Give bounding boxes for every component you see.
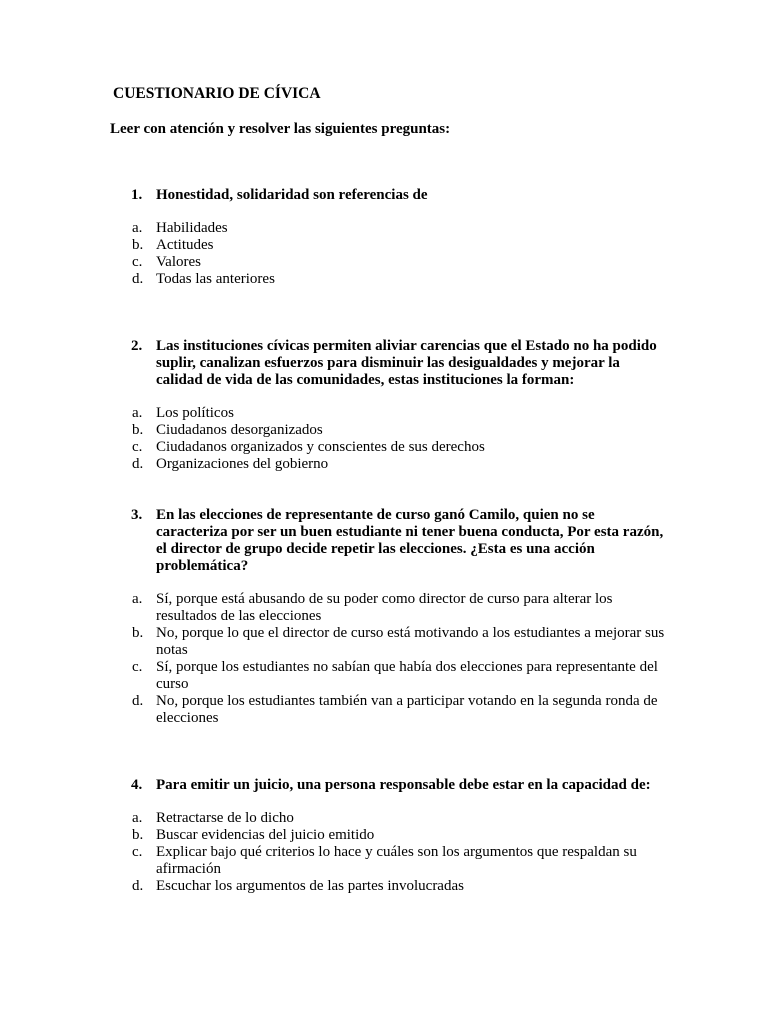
option-letter: a. [132,220,143,236]
option-text: Los políticos [156,405,234,421]
option-text: Sí, porque los estudiantes no sabían que había dos elecciones para representante del curso [156,659,658,692]
question-4 [0,777,768,895]
option-letter: a. [132,405,143,421]
option-c [0,844,768,878]
option-letter: b. [132,625,144,641]
option-list [0,405,768,473]
option-a [0,810,768,827]
option-letter: c. [132,439,143,455]
option-list [0,220,768,288]
option-text: No, porque lo que el director de curso está motivando a los estudiantes a mejorar sus notas [156,625,665,658]
option-d [0,693,768,727]
option-text: Ciudadanos organizados y conscientes de sus derechos [156,439,485,455]
option-letter: d. [132,693,144,709]
option-letter: c. [132,844,143,860]
question-number: 1. [131,187,143,203]
option-text: Sí, porque está abusando de su poder como director de curso para alterar los resultados de las elecciones [156,591,613,624]
option-text: Ciudadanos desorganizados [156,422,323,438]
option-b [0,625,768,659]
option-list [0,810,768,895]
option-text: Organizaciones del gobierno [156,456,329,472]
option-letter: b. [132,422,144,438]
option-text: Retractarse de lo dicho [156,810,294,826]
option-b [0,827,768,844]
question-number: 4. [131,777,143,793]
option-a [0,220,768,237]
instructions: Leer con atención y resolver las siguientes preguntas: [110,121,451,137]
option-letter: c. [132,659,143,675]
option-text: Habilidades [156,220,228,236]
option-letter: d. [132,878,144,894]
option-d [0,456,768,473]
question-3 [0,507,768,727]
question-text: Las instituciones cívicas permiten aliviar carencias que el Estado no ha podido suplir, canalizan esfuerzos para disminuir las desigualdades y mejorar la calidad de vida de las comunidades, estas instituciones la forman: [156,338,657,388]
option-letter: b. [132,827,144,843]
option-b [0,422,768,439]
option-c [0,659,768,693]
option-text: Valores [156,254,201,270]
question-1 [0,187,768,288]
question-2 [0,338,768,473]
option-text: Escuchar los argumentos de las partes involucradas [156,878,464,894]
question-number: 2. [131,338,143,354]
option-letter: c. [132,254,143,270]
question-number: 3. [131,507,143,523]
option-c [0,439,768,456]
option-letter: b. [132,237,144,253]
option-b [0,237,768,254]
option-text: Buscar evidencias del juicio emitido [156,827,375,843]
option-text: Todas las anteriores [156,271,275,287]
option-text: Actitudes [156,237,214,253]
question-text: En las elecciones de representante de curso ganó Camilo, quien no se caracteriza por ser un buen estudiante ni tener buena conducta, Por esta razón, el director de grupo decide repetir las elecciones. ¿Esta es una acción problemática? [156,507,664,574]
option-text: Explicar bajo qué criterios lo hace y cuáles son los argumentos que respaldan su afirmación [156,844,637,877]
option-letter: a. [132,591,143,607]
option-text: No, porque los estudiantes también van a participar votando en la segunda ronda de elecciones [156,693,658,726]
option-c [0,254,768,271]
question-text: Para emitir un juicio, una persona responsable debe estar en la capacidad de: [156,777,651,793]
option-letter: d. [132,271,144,287]
option-a [0,591,768,625]
option-list [0,591,768,727]
question-text: Honestidad, solidaridad son referencias de [156,187,428,203]
option-letter: a. [132,810,143,826]
option-d [0,271,768,288]
document-title: CUESTIONARIO DE CÍVICA [113,85,321,102]
option-a [0,405,768,422]
option-d [0,878,768,895]
option-letter: d. [132,456,144,472]
